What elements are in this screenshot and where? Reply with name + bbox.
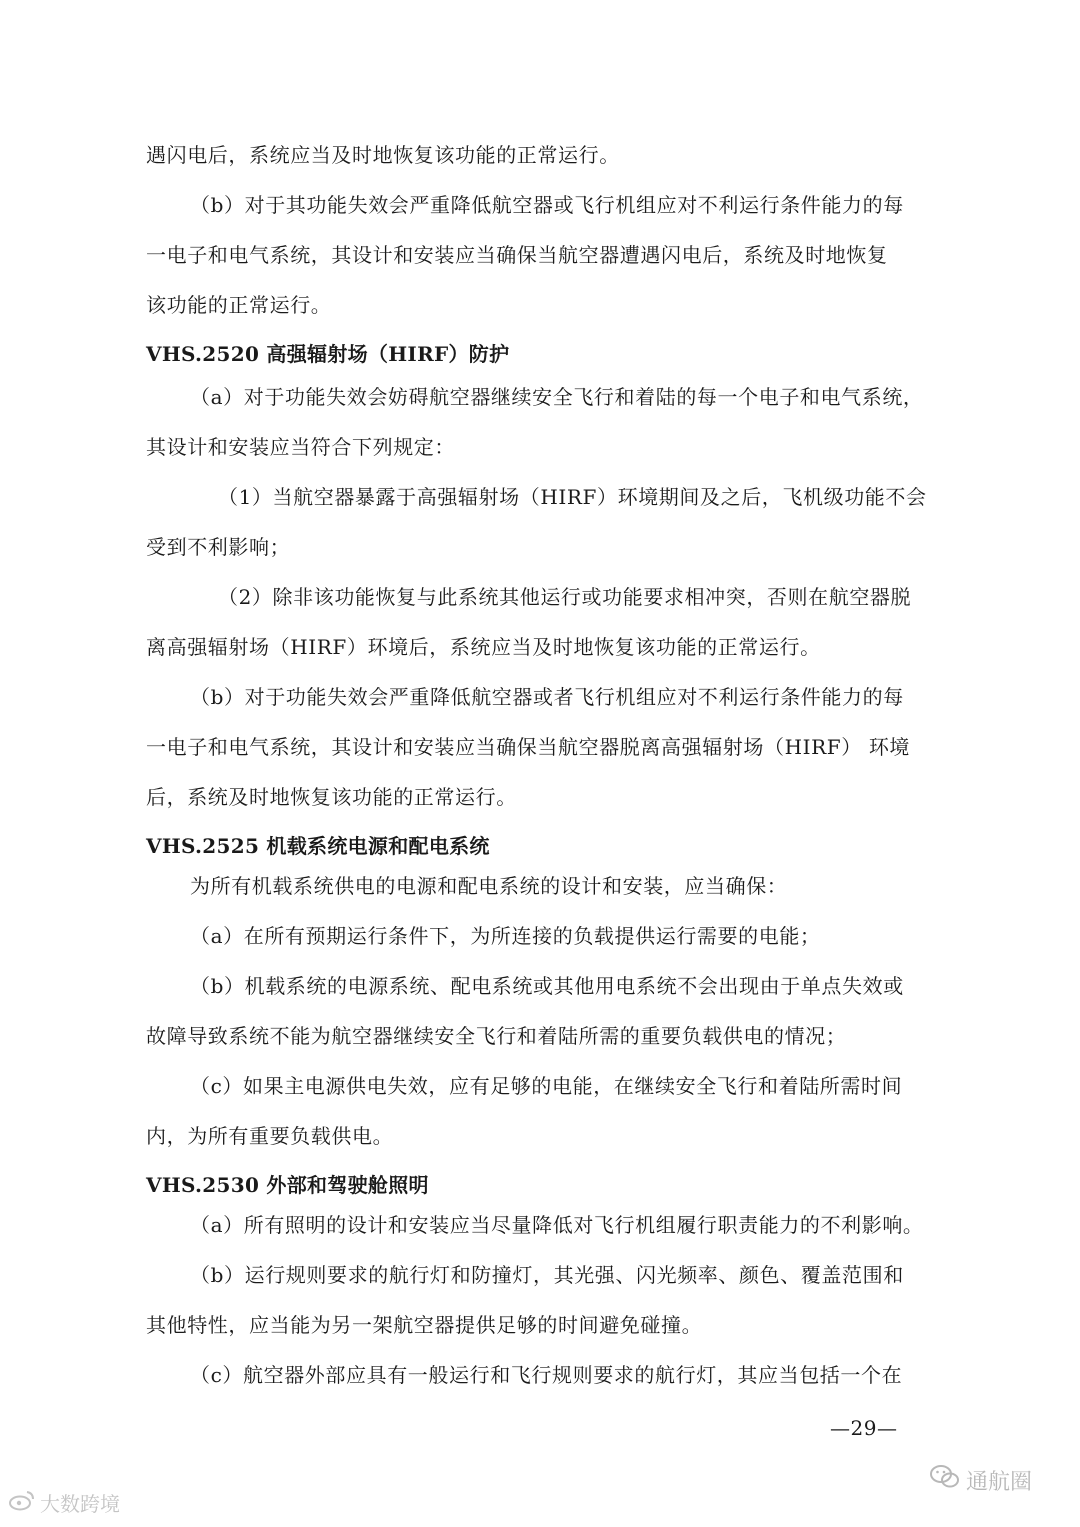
body-line: （2）除非该功能恢复与此系统其他运行或功能要求相冲突，否则在航空器脱 xyxy=(218,585,912,609)
body-line: （a）所有照明的设计和安装应当尽量降低对飞行机组履行职责能力的不利影响。 xyxy=(190,1213,924,1237)
body-line: （b）对于功能失效会严重降低航空器或者飞行机组应对不利运行条件能力的每 xyxy=(190,685,904,709)
body-line: 故障导致系统不能为航空器继续安全飞行和着陆所需的重要负载供电的情况； xyxy=(146,1024,847,1048)
body-line: （b）运行规则要求的航行灯和防撞灯，其光强、闪光频率、颜色、覆盖范围和 xyxy=(190,1263,904,1287)
wechat-watermark xyxy=(930,1464,1032,1496)
section-heading: VHS.2520 高强辐射场（HIRF）防护 xyxy=(146,342,510,366)
weibo-watermark xyxy=(8,1488,120,1517)
body-line: （b）机载系统的电源系统、配电系统或其他用电系统不会出现由于单点失效或 xyxy=(190,974,904,998)
body-line: （a）对于功能失效会妨碍航空器继续安全飞行和着陆的每一个电子和电气系统， xyxy=(190,385,924,409)
wechat-icon xyxy=(930,1464,960,1496)
body-line: 离高强辐射场（HIRF）环境后，系统应当及时地恢复该功能的正常运行。 xyxy=(146,635,821,659)
body-line: 一电子和电气系统，其设计和安装应当确保当航空器遭遇闪电后，系统及时地恢复 xyxy=(146,243,888,267)
watermark-label: 大数跨境 xyxy=(40,1492,120,1516)
watermark-label: 通航圈 xyxy=(966,1469,1033,1495)
body-line: 一电子和电气系统，其设计和安装应当确保当航空器脱离高强辐射场（HIRF） 环境 xyxy=(146,735,911,759)
body-line: 其他特性，应当能为另一架航空器提供足够的时间避免碰撞。 xyxy=(146,1313,703,1337)
weibo-icon xyxy=(8,1489,36,1516)
body-line: （a）在所有预期运行条件下，为所连接的负载提供运行需要的电能； xyxy=(190,924,821,948)
body-line: （1）当航空器暴露于高强辐射场（HIRF）环境期间及之后，飞机级功能不会 xyxy=(218,485,927,509)
body-line: 遇闪电后，系统应当及时地恢复该功能的正常运行。 xyxy=(146,143,620,167)
section-heading: VHS.2525 机载系统电源和配电系统 xyxy=(146,834,490,858)
body-line: 该功能的正常运行。 xyxy=(146,293,332,317)
page-number: —29— xyxy=(830,1416,898,1440)
body-line: 内，为所有重要负载供电。 xyxy=(146,1124,394,1148)
body-line: （c）航空器外部应具有一般运行和飞行规则要求的航行灯，其应当包括一个在 xyxy=(190,1363,903,1387)
body-line: （c）如果主电源供电失效，应有足够的电能，在继续安全飞行和着陆所需时间 xyxy=(190,1074,903,1098)
body-line: 后，系统及时地恢复该功能的正常运行。 xyxy=(146,785,517,809)
body-line: 其设计和安装应当符合下列规定： xyxy=(146,435,455,459)
body-line: 受到不利影响； xyxy=(146,535,291,559)
body-line: （b）对于其功能失效会严重降低航空器或飞行机组应对不利运行条件能力的每 xyxy=(190,193,904,217)
section-heading: VHS.2530 外部和驾驶舱照明 xyxy=(146,1173,429,1197)
body-line: 为所有机载系统供电的电源和配电系统的设计和安装，应当确保： xyxy=(190,874,788,898)
